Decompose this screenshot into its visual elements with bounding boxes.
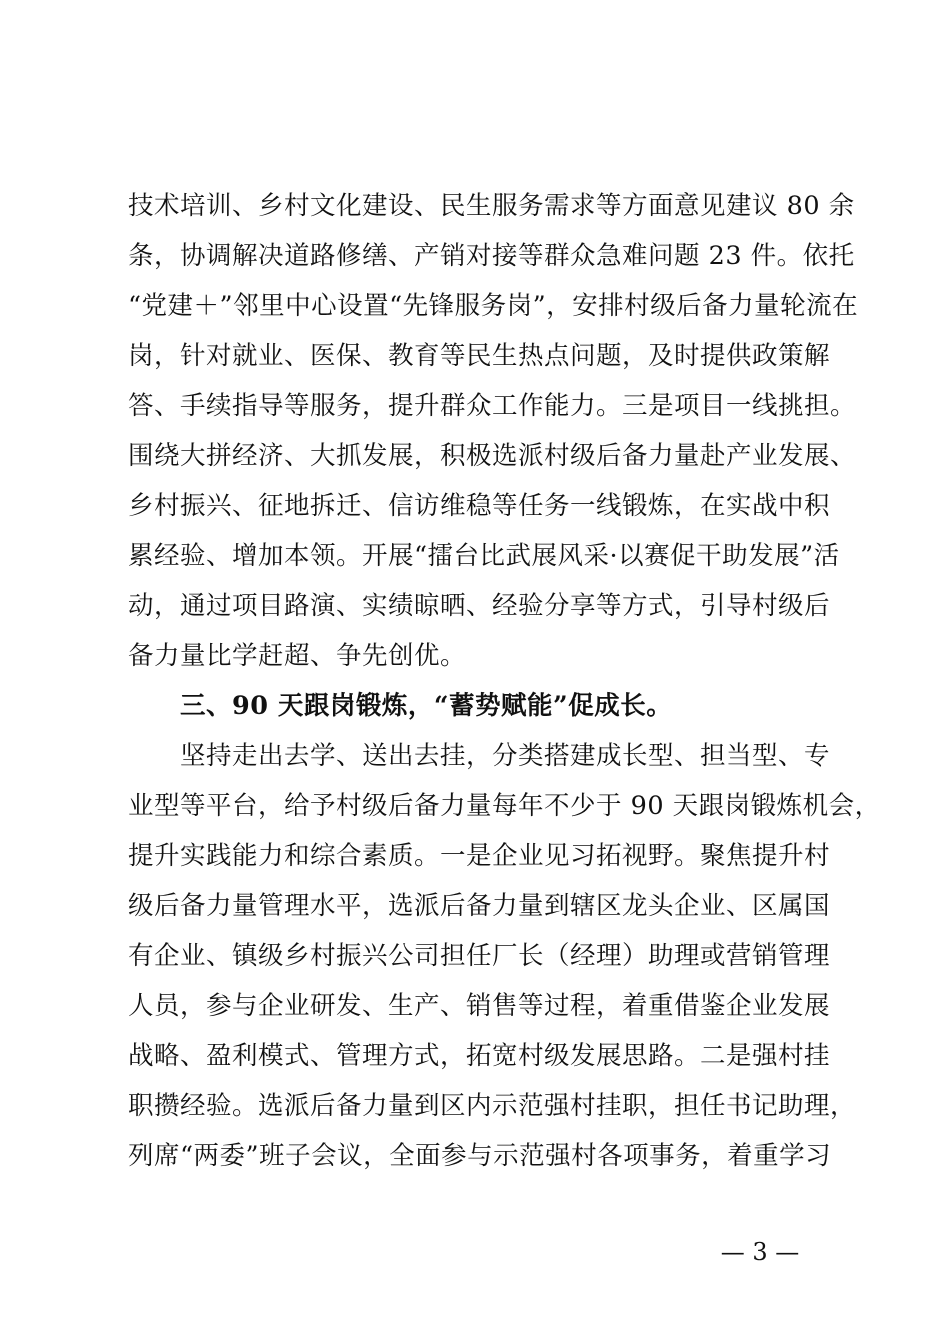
- section-heading: 三、90 天跟岗锻炼，“蓄势赋能”促成长。: [128, 691, 673, 721]
- text-line: 答、手续指导等服务，提升群众工作能力。三是项目一线挑担。: [128, 391, 857, 421]
- text-line: 有企业、镇级乡村振兴公司担任厂长（经理）助理或营销管理: [128, 941, 831, 971]
- text-line: 围绕大拼经济、大抓发展，积极选派村级后备力量赴产业发展、: [128, 441, 857, 471]
- text-line: 技术培训、乡村文化建设、民生服务需求等方面意见建议 80 余: [128, 191, 855, 221]
- text-line: 人员，参与企业研发、生产、销售等过程，着重借鉴企业发展: [128, 991, 831, 1021]
- text-line: 动，通过项目路演、实绩晾晒、经验分享等方式，引导村级后: [128, 591, 831, 621]
- text-line: 坚持走出去学、送出去挂，分类搭建成长型、担当型、专: [128, 741, 831, 771]
- text-line: 备力量比学赶超、争先创优。: [128, 641, 467, 671]
- text-line: 提升实践能力和综合素质。一是企业见习拓视野。聚焦提升村: [128, 841, 831, 871]
- text-line: 乡村振兴、征地拆迁、信访维稳等任务一线锻炼，在实战中积: [128, 491, 831, 521]
- text-line: 岗，针对就业、医保、教育等民生热点问题，及时提供政策解: [128, 341, 831, 371]
- body-text: [128, 181, 881, 1181]
- text-line: 业型等平台，给予村级后备力量每年不少于 90 天跟岗锻炼机会，: [128, 791, 881, 821]
- text-line: 列席“两委”班子会议，全面参与示范强村各项事务，着重学习: [128, 1141, 832, 1171]
- text-line: 累经验、增加本领。开展“擂台比武展风采·以赛促干助发展”活: [128, 541, 840, 571]
- page-number: — 3 —: [720, 1238, 800, 1266]
- text-line: 职攒经验。选派后备力量到区内示范强村挂职，担任书记助理，: [128, 1091, 857, 1121]
- text-line: 级后备力量管理水平，选派后备力量到辖区龙头企业、区属国: [128, 891, 831, 921]
- text-line: 战略、盈利模式、管理方式，拓宽村级发展思路。二是强村挂: [128, 1041, 831, 1071]
- text-line: “党建＋”邻里中心设置“先锋服务岗”，安排村级后备力量轮流在: [128, 291, 859, 321]
- text-line: 条，协调解决道路修缮、产销对接等群众急难问题 23 件。依托: [128, 241, 855, 271]
